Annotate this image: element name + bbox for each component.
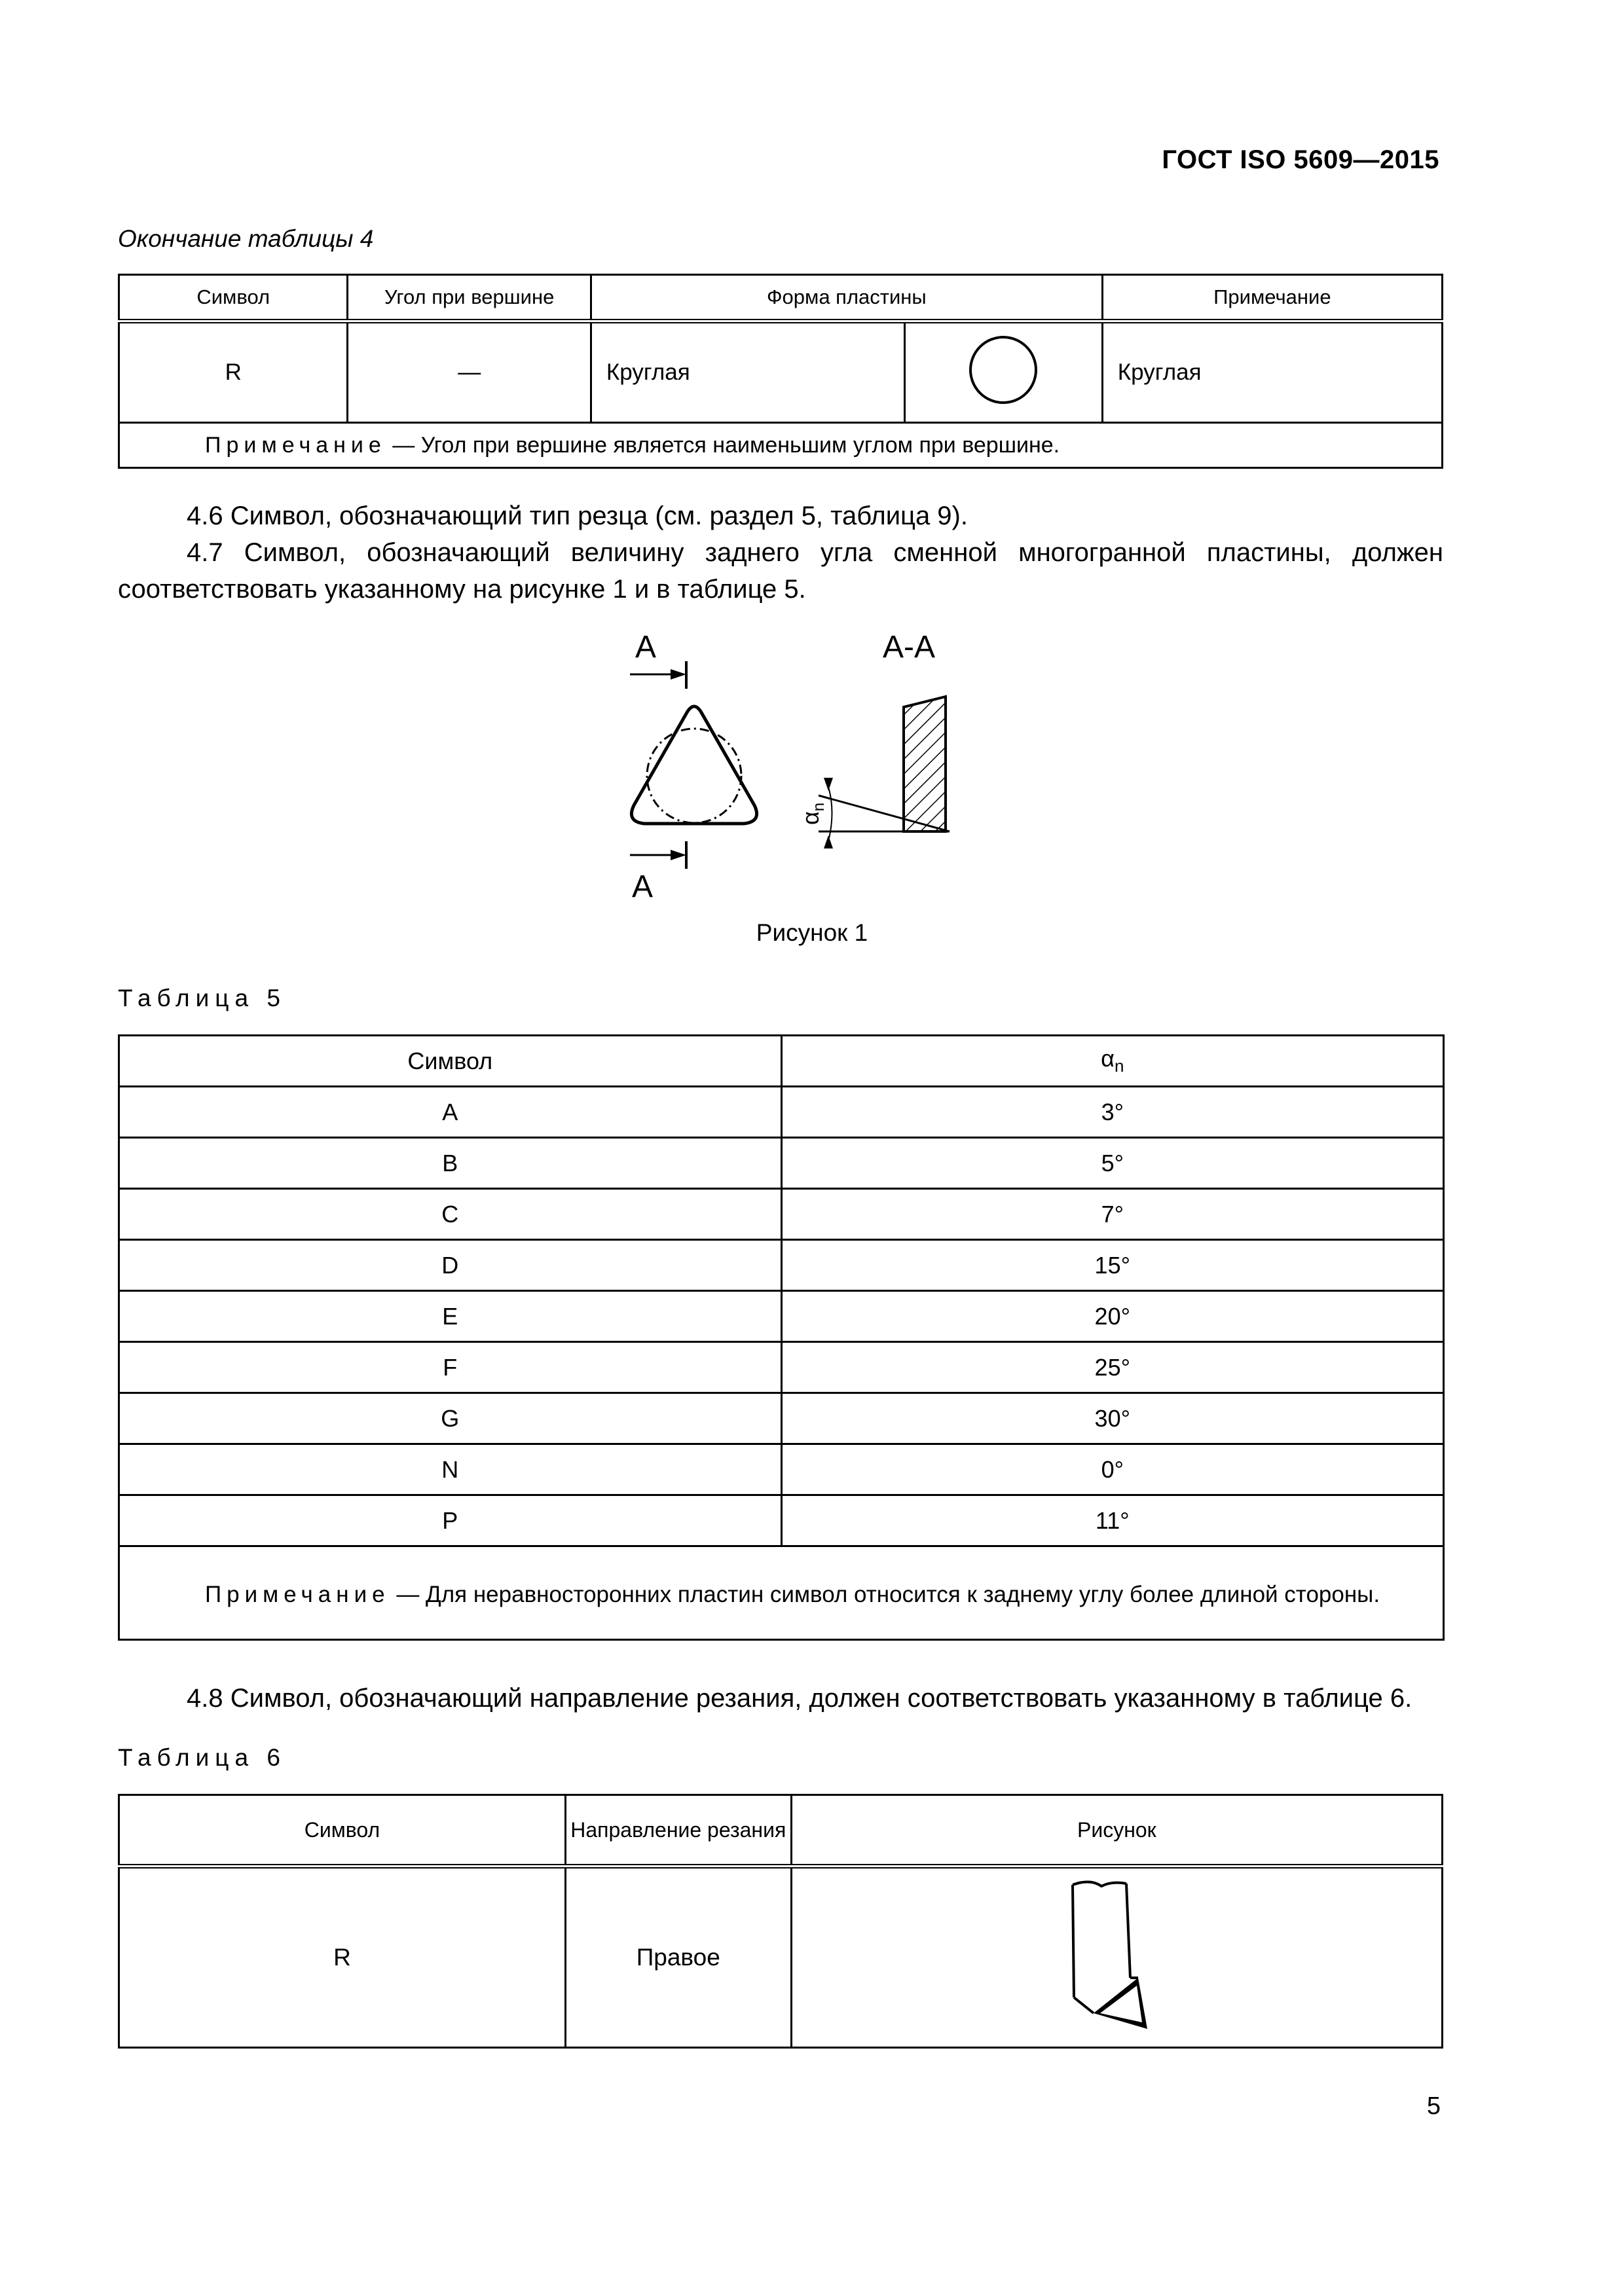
table6-header-picture: Рисунок	[791, 1795, 1442, 1867]
table5-note-label: Примечание	[205, 1582, 390, 1607]
table-row	[119, 1087, 1444, 1138]
table5-cell-symbol: D	[119, 1240, 782, 1291]
section-view-label: A-A	[883, 630, 936, 665]
table4-cell-shape-name: Круглая	[591, 321, 904, 423]
paragraph-4-7: 4.7 Символ, обозначающий величину заднего угла сменной многогранной пластины, должен соответствовать указанному на рисунке 1 и в таблице 5.	[118, 538, 1443, 604]
table4-header-angle: Угол при вершине	[348, 275, 591, 321]
section-label-a-top: A	[635, 630, 657, 665]
table5-cell-value: 30°	[781, 1393, 1443, 1444]
figure-1-caption: Рисунок 1	[756, 919, 868, 946]
table5-note-text: — Для неравносторонних пластин символ относится к заднему углу более длиной стороны.	[390, 1582, 1380, 1607]
right-hand-tool-icon	[1054, 1873, 1159, 2037]
table5-cell-symbol: A	[119, 1087, 782, 1138]
table5-cell-value: 25°	[781, 1342, 1443, 1393]
table5-cell-value: 5°	[781, 1138, 1443, 1189]
table5-header-alpha	[781, 1036, 1443, 1087]
table4-header-shape: Форма пластины	[591, 275, 1102, 321]
table4-cell-note: Круглая	[1102, 321, 1442, 423]
table5-cell-symbol: B	[119, 1138, 782, 1189]
hatched-insert-section	[904, 697, 946, 831]
table4-header-symbol: Символ	[119, 275, 348, 321]
table-row	[119, 1495, 1444, 1546]
table4-cell-angle: —	[348, 321, 591, 423]
table5-cell-symbol: P	[119, 1495, 782, 1546]
table4-footnote	[119, 423, 1443, 468]
alpha-symbol: α	[1101, 1045, 1115, 1072]
table4-header-note: Примечание	[1102, 275, 1442, 321]
table5-cell-value: 7°	[781, 1189, 1443, 1240]
figure-1-drawing	[602, 615, 1008, 910]
alpha-subscript: n	[1114, 1056, 1124, 1076]
table5-header-symbol: Символ	[119, 1036, 782, 1087]
clearance-angle-label: $\alpha_n$	[797, 802, 828, 825]
table5-cell-value: 20°	[781, 1291, 1443, 1342]
page-number: 5	[1426, 2092, 1441, 2120]
paragraph-4-6: 4.6 Символ, обозначающий тип резца (см. раздел 5, таблица 9).	[187, 501, 968, 530]
table5-cell-value: 3°	[781, 1087, 1443, 1138]
table5-cell-value: 0°	[781, 1444, 1443, 1495]
table5-cell-symbol: G	[119, 1393, 782, 1444]
table4-continuation-caption: Окончание таблицы 4	[118, 225, 374, 252]
table-row	[119, 1342, 1444, 1393]
table5-cell-symbol: E	[119, 1291, 782, 1342]
table4-cell-shape-picture	[905, 321, 1103, 423]
standard-designation: ГОСТ ISO 5609—2015	[1162, 145, 1439, 174]
table5-cell-symbol: F	[119, 1342, 782, 1393]
table4-note-text: — Угол при вершине является наименьшим углом при вершине.	[386, 432, 1060, 458]
table6-header-direction: Направление резания	[565, 1795, 791, 1867]
table6-title: Таблица 6	[118, 1744, 286, 1771]
paragraph-4-8: 4.8 Символ, обозначающий направление резания, должен соответствовать указанному в таблице 6.	[187, 1684, 1412, 1713]
table5-title: Таблица 5	[118, 985, 286, 1011]
table6-cell-symbol: R	[119, 1867, 566, 2048]
table-row	[119, 1138, 1444, 1189]
table-row	[119, 1393, 1444, 1444]
triangle-insert-outline	[631, 706, 756, 824]
table4-continuation	[118, 274, 1443, 469]
section-label-a-bottom: A	[632, 869, 654, 904]
table5-cell-value: 15°	[781, 1240, 1443, 1291]
table6	[118, 1794, 1443, 2049]
table5-cell-symbol: N	[119, 1444, 782, 1495]
table4-cell-symbol: R	[119, 321, 348, 423]
inscribed-circle	[647, 729, 741, 823]
table5	[118, 1034, 1445, 1641]
table4-note-label: Примечание	[205, 432, 386, 458]
table5-cell-symbol: C	[119, 1189, 782, 1240]
table5-cell-value: 11°	[781, 1495, 1443, 1546]
table5-footnote	[119, 1546, 1444, 1640]
circle-icon	[967, 334, 1039, 406]
table-row	[119, 1189, 1444, 1240]
table6-cell-direction: Правое	[565, 1867, 791, 2048]
table-row	[119, 1240, 1444, 1291]
table6-cell-picture	[791, 1867, 1442, 2048]
table-row	[119, 1444, 1444, 1495]
table-row	[119, 1291, 1444, 1342]
table6-header-symbol: Символ	[119, 1795, 566, 1867]
